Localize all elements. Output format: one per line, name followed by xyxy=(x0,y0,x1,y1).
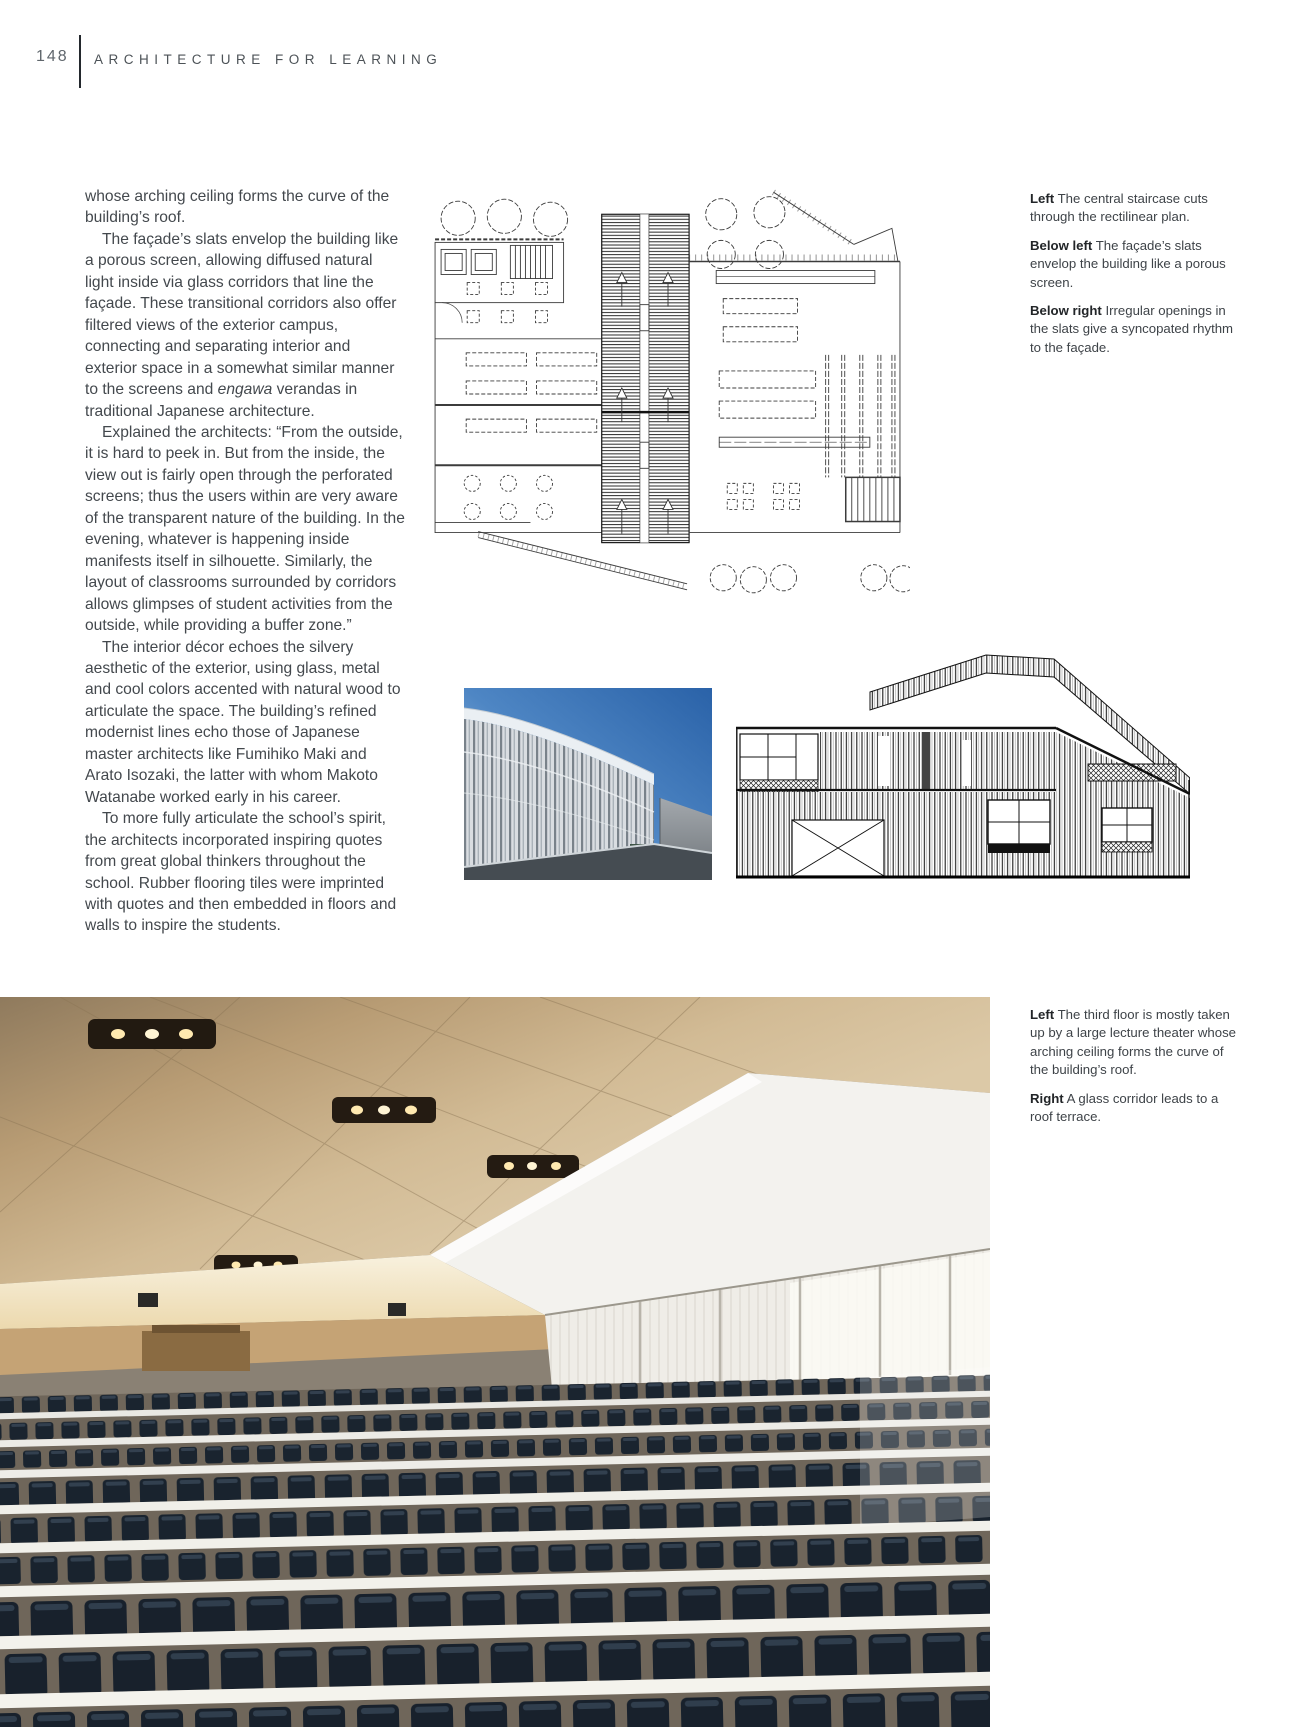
caption-text: The façade’s slats envelop the building like a porous screen. xyxy=(1030,237,1226,290)
caption-text: The central staircase cuts through the rectilinear plan. xyxy=(1030,191,1208,225)
elevation-drawing xyxy=(736,628,1190,880)
page-number: 148 xyxy=(36,48,69,65)
paragraph xyxy=(85,637,405,809)
paragraph xyxy=(85,186,405,229)
paragraph xyxy=(85,422,405,637)
caption-label: Right xyxy=(1030,1090,1064,1106)
plan-service-core xyxy=(435,239,564,322)
speaker xyxy=(388,1303,406,1316)
paragraph-text: The interior décor echoes the silvery aesthetic of the exterior, using glass, metal and cool colors accented with natural wood to articulate the space. The building’s refined modernist lines echo those of Japanese master architects like Fumihiko Maki and Arato Isozaki, the latter with whom Makoto Watanabe worked early in his career. xyxy=(85,638,401,806)
upper-slat-band xyxy=(820,732,1056,790)
lecture-theater-photo-figure xyxy=(0,997,990,1727)
plan-right-wing xyxy=(689,257,900,532)
paragraph-text: whose arching ceiling forms the curve of the building’s roof. xyxy=(85,188,390,227)
podium xyxy=(142,1331,250,1371)
caption xyxy=(1030,1090,1236,1127)
header-divider xyxy=(79,35,81,88)
caption-text: The third floor is mostly taken up by a large lecture theater whose arching ceiling forms the curve of the building’s roof. xyxy=(1030,1007,1236,1078)
article-text-column xyxy=(85,186,405,937)
lecture-theater-photo xyxy=(0,997,990,1727)
facade-photo xyxy=(464,688,712,880)
caption-text: Irregular openings in the slats give a syncopated rhythm to the façade. xyxy=(1030,303,1234,355)
plan-linework xyxy=(435,192,910,593)
facade-photo-figure xyxy=(464,688,712,880)
right-slat-field xyxy=(1056,732,1190,876)
caption-label: Left xyxy=(1030,191,1055,206)
caption xyxy=(1030,302,1236,357)
paragraph-text: Explained the architects: “From the outside, it is hard to peek in. But from the inside, the view out is fairly open through the perforated screens; thus the users within are very aware of the transparent nature of the building. In the evening, whatever is happening inside manifests itself in silhouette. Similarly, the layout of classrooms surrounded by corridors allows glimpses of student activities from the outside, while providing a buffer zone.” xyxy=(85,423,405,635)
italic-term: engawa xyxy=(217,381,273,399)
caption xyxy=(1030,237,1236,292)
paragraph-text: verandas in traditional Japanese architecture. xyxy=(85,381,358,420)
elevation-figure xyxy=(736,628,1190,880)
speaker xyxy=(138,1293,158,1307)
paragraph-text: To more fully articulate the school’s spirit, the architects incorporated inspiring quotes from great global thinkers throughout the school. Rubber flooring tiles were imprinted with quotes and then embedded in floors and walls to inspire the students. xyxy=(85,810,397,935)
plan-left-wing xyxy=(435,214,602,542)
caption-text: A glass corridor leads to a roof terrace. xyxy=(1030,1090,1219,1125)
caption-label: Below left xyxy=(1030,237,1093,253)
caption xyxy=(1030,190,1236,227)
plan-central-staircase xyxy=(602,214,689,542)
caption-column-bottom xyxy=(1030,1006,1236,1136)
paragraph-text: The façade’s slats envelop the building like a porous screen, allowing diffused natural light inside via glass corridors that line the façade. These transitional corridors also offer filtered views of the exterior campus, connecting and separating interior and exterior space in a somewhat similar manner to the screens and xyxy=(85,230,399,399)
elevation-linework xyxy=(736,655,1190,877)
paragraph xyxy=(85,808,405,937)
floor-plan-drawing xyxy=(420,186,910,596)
paragraph xyxy=(85,229,405,422)
caption xyxy=(1030,1006,1236,1080)
running-title: ARCHITECTURE FOR LEARNING xyxy=(94,52,443,67)
caption-column-top xyxy=(1030,190,1236,367)
caption-label: Left xyxy=(1030,1007,1055,1022)
caption-label: Below right xyxy=(1030,303,1102,319)
light-reflection xyxy=(860,1367,990,1527)
floor-plan-figure xyxy=(420,186,910,596)
